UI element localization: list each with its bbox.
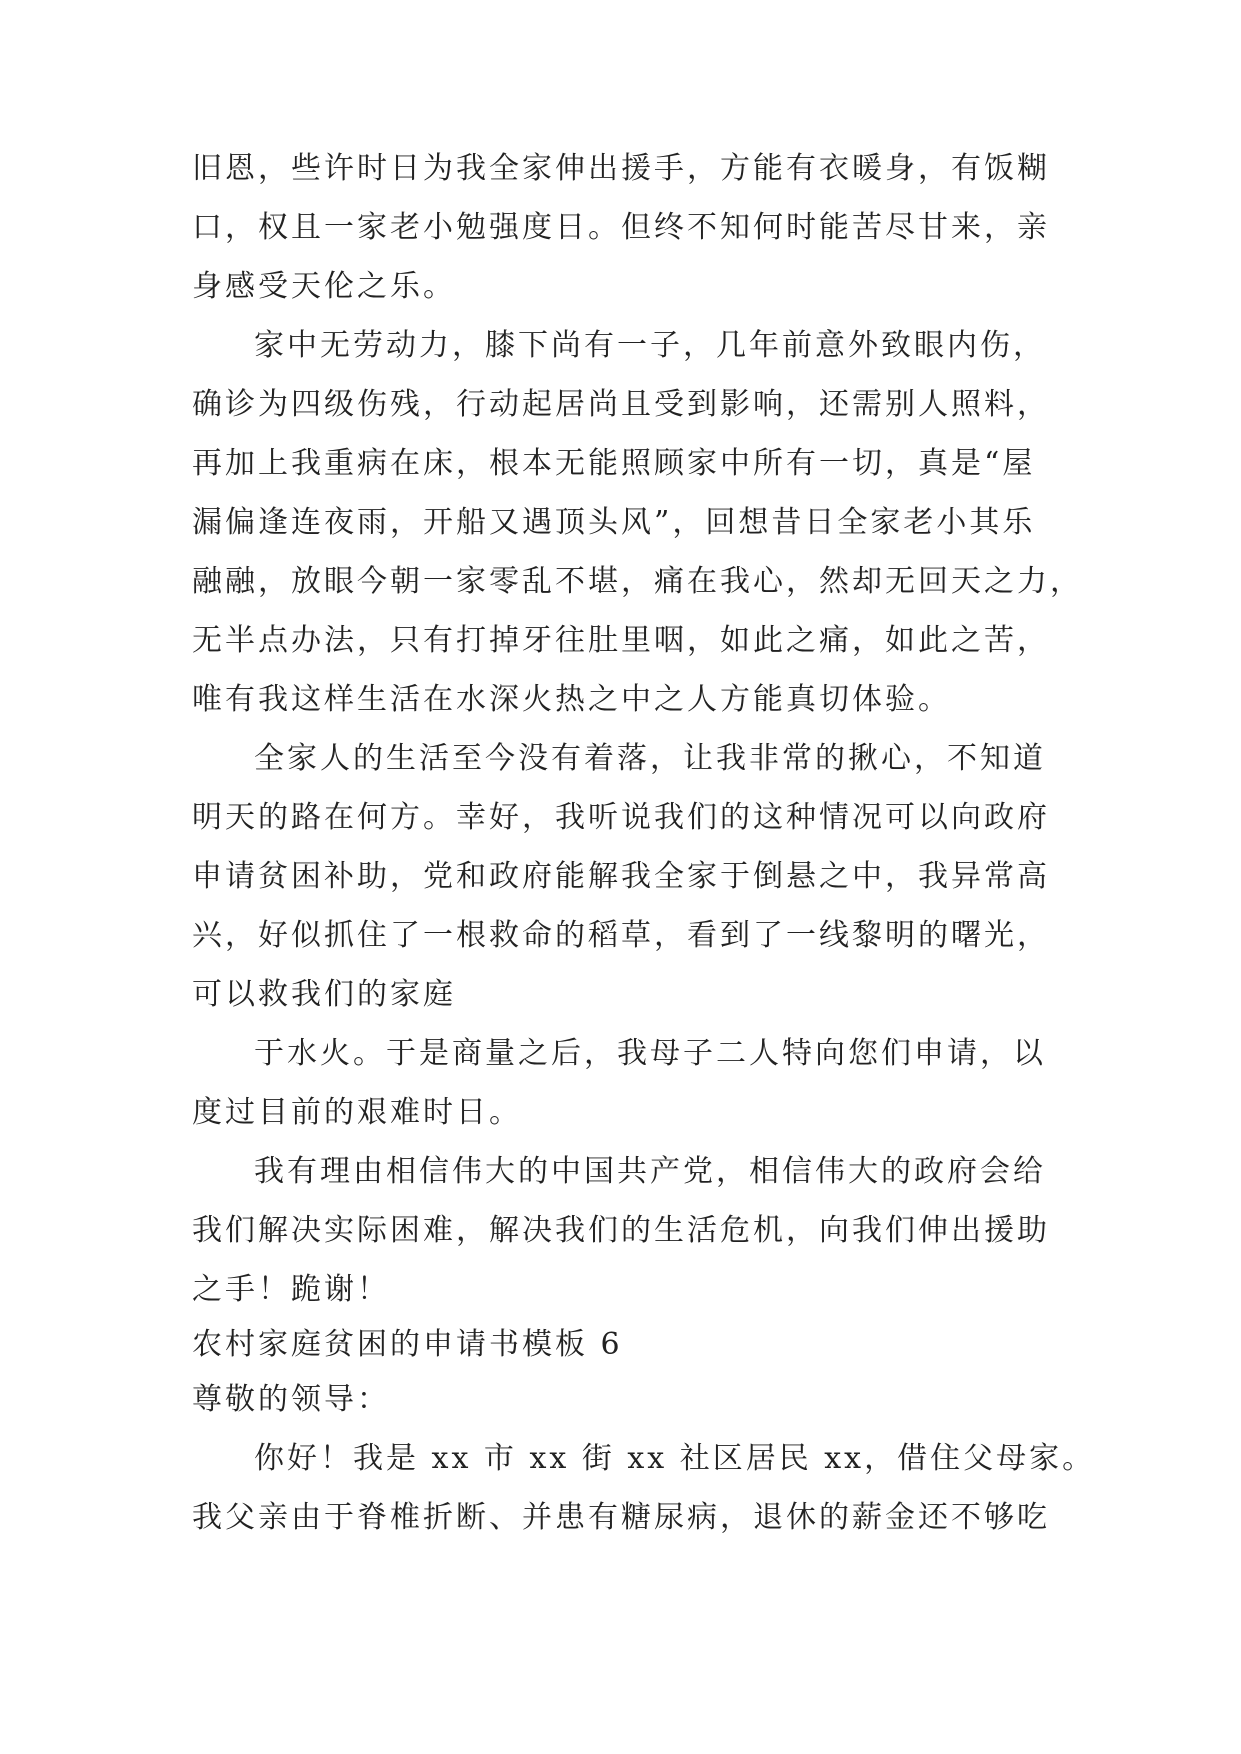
text-line: 无半点办法，只有打掉牙往肚里咽，如此之痛，如此之苦， (192, 623, 1050, 658)
text-line: 于水火。于是商量之后，我母子二人特向您们申请，以 (254, 1036, 1046, 1071)
text-line: 漏偏逢连夜雨，开船又遇顶头风”，回想昔日全家老小其乐 (192, 505, 1036, 540)
text-line: 确诊为四级伤残，行动起居尚且受到影响，还需别人照料， (192, 387, 1050, 422)
text-line: 旧恩，些许时日为我全家伸出援手，方能有衣暖身，有饭糊 (192, 151, 1050, 186)
salutation: 尊敬的领导： (192, 1382, 390, 1417)
text-line: 申请贫困补助，党和政府能解我全家于倒悬之中，我异常高 (192, 859, 1050, 894)
section-heading: 农村家庭贫困的申请书模板 6 (192, 1327, 623, 1362)
text-line: 家中无劳动力，膝下尚有一子，几年前意外致眼内伤， (254, 328, 1046, 363)
text-line: 之手！跪谢！ (192, 1272, 390, 1307)
text-line: 口，权且一家老小勉强度日。但终不知何时能苦尽甘来，亲 (192, 210, 1050, 245)
text-line: 明天的路在何方。幸好，我听说我们的这种情况可以向政府 (192, 800, 1050, 835)
text-line: 身感受天伦之乐。 (192, 269, 456, 304)
text-line: 兴，好似抓住了一根救命的稻草，看到了一线黎明的曙光， (192, 918, 1050, 953)
text-line: 再加上我重病在床，根本无能照顾家中所有一切，真是“屋 (192, 446, 1036, 481)
text-line: 唯有我这样生活在水深火热之中之人方能真切体验。 (192, 682, 951, 717)
text-line: 可以救我们的家庭 (192, 977, 456, 1012)
text-line: 我父亲由于脊椎折断、并患有糖尿病，退休的薪金还不够吃 (192, 1500, 1050, 1535)
text-line: 全家人的生活至今没有着落，让我非常的揪心，不知道 (254, 741, 1046, 776)
text-line: 我有理由相信伟大的中国共产党，相信伟大的政府会给 (254, 1154, 1046, 1189)
text-line: 你好！我是 xx 市 xx 街 xx 社区居民 xx，借住父母家。 (254, 1441, 1096, 1476)
text-line: 我们解决实际困难，解决我们的生活危机，向我们伸出援助 (192, 1213, 1050, 1248)
text-line: 融融，放眼今朝一家零乱不堪，痛在我心，然却无回天之力， (192, 564, 1083, 599)
text-line: 度过目前的艰难时日。 (192, 1095, 522, 1130)
